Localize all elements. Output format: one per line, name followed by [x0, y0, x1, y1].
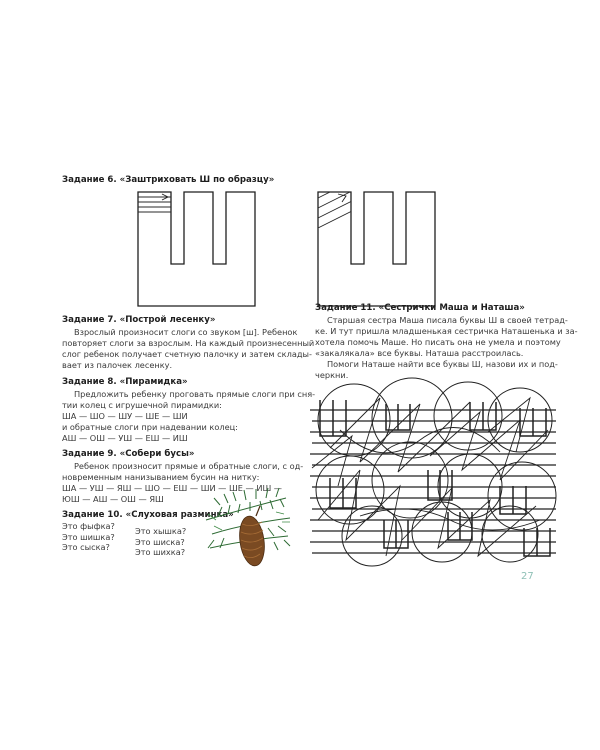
task11-title: Задание 11. «Сестрички Маша и Наташа»	[315, 303, 525, 313]
task7-line: Взрослый произносит слоги со звуком [ш]. Ребенок	[74, 327, 298, 337]
task7-line: повторяет слоги за взрослым. На каждый произнесенный	[62, 337, 315, 348]
task9-line: новременным нанизыванием бусин на нитку:	[62, 471, 260, 482]
task11-line: хотела помочь Маше. Но писать она не умела и поэтому	[315, 336, 561, 347]
task10-title: Задание 10. «Слуховая разминка»	[62, 510, 234, 520]
question-item: Это сыска?	[62, 542, 110, 553]
task8-line: Предложить ребенку проговать прямые слоги при сня-	[74, 389, 316, 399]
task8-title: Задание 8. «Пирамидка»	[62, 377, 188, 387]
task8-line: и обратные слоги при надевании колец:	[62, 421, 238, 432]
task11-line: ке. И тут пришла младшенькая сестричка Наташенька и за-	[315, 325, 578, 336]
task11-line: Старшая сестра Маша писала буквы Ш в своей тетрад-	[327, 315, 568, 325]
question-item: Это хышка?	[135, 526, 187, 536]
task8-line: ША — ШО — ШУ — ШЕ — ШИ	[62, 410, 188, 421]
question-item: Это шиска?	[135, 536, 185, 547]
task8-line: тии колец с игрушечной пирамидки:	[62, 399, 222, 410]
question-item: Это фыфка?	[62, 521, 115, 531]
task6-title: Задание 6. «Заштриховать Ш по образцу»	[62, 175, 275, 185]
task11-line: черкни.	[315, 369, 349, 380]
task9-title: Задание 9. «Собери бусы»	[62, 449, 195, 459]
task9-line: ША — УШ — ЯШ — ШО — ЕШ — ШИ — ШЕ — ИШ —	[62, 482, 282, 493]
task11-line: Помоги Наташе найти все буквы Ш, назови их и под-	[327, 358, 558, 369]
task11-line: «закалякала» все буквы. Наташа расстроилась.	[315, 347, 524, 358]
page-number: 27	[521, 571, 534, 582]
task7-title: Задание 7. «Построй лесенку»	[62, 315, 216, 325]
question-item: Это шихка?	[135, 547, 186, 558]
task8-line: АШ — ОШ — УШ — ЕШ — ИШ	[62, 432, 188, 443]
task9-line: ЮШ — АШ — ОШ — ЯШ	[62, 493, 164, 504]
task9-line: Ребенок произносит прямые и обратные слоги, с од-	[74, 461, 304, 471]
task7-line: вает из палочек лесенку.	[62, 359, 173, 370]
task7-line: слог ребенок получает счетную палочку и затем склады-	[62, 348, 312, 359]
question-item: Это шишка?	[62, 531, 115, 542]
